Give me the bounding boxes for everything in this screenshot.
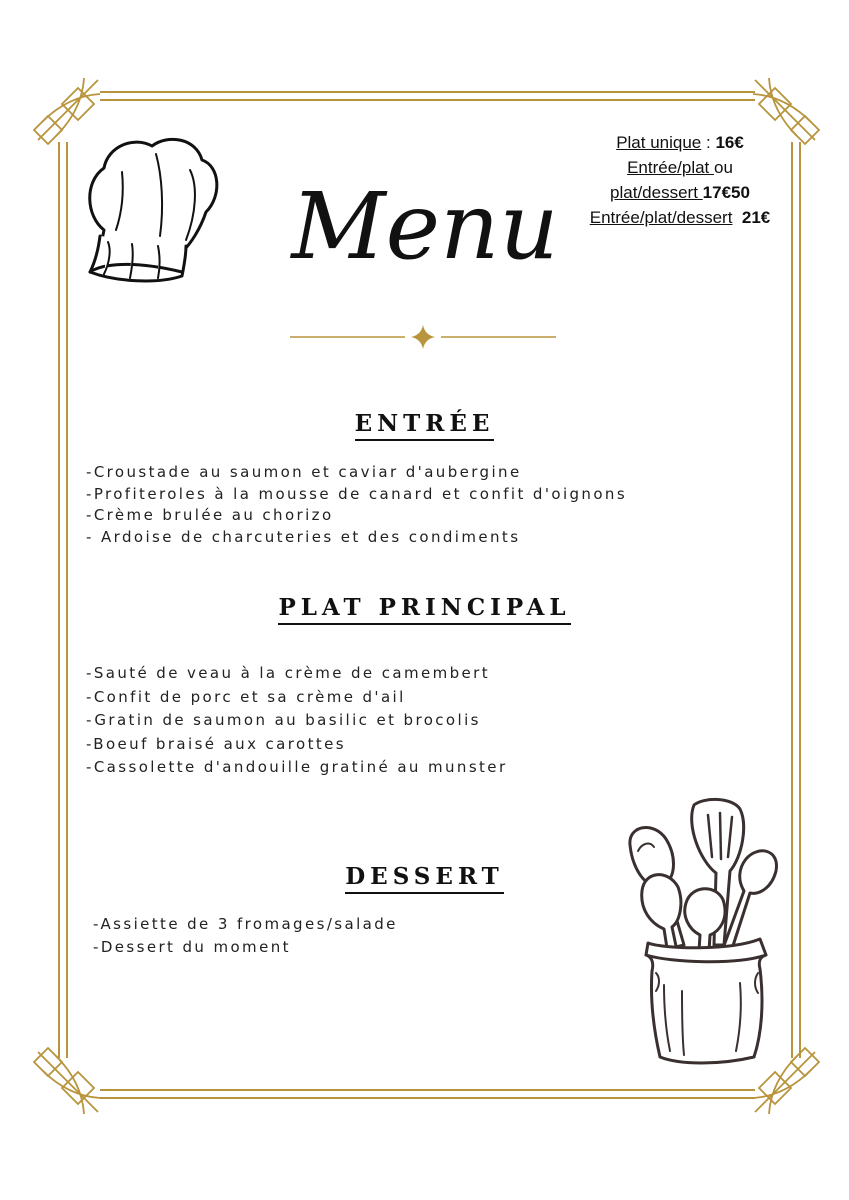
list-item: -Confit de porc et sa crème d'ail: [86, 687, 406, 706]
page-title-text: Menu: [291, 173, 559, 280]
list-item: -Crème brulée au chorizo: [86, 506, 334, 524]
section-title-plat: PLAT PRINCIPAL: [0, 594, 849, 621]
page-title: [270, 170, 580, 280]
price-line-plat-unique: Plat unique : 16€: [616, 133, 744, 152]
utensils-pot-icon: [620, 795, 785, 1065]
price-line-entree-plat: Entrée/plat ou: [627, 158, 733, 177]
list-item: -Gratin de saumon au basilic et brocolis: [86, 711, 481, 729]
list-item: -Sauté de veau à la crème de camembert: [86, 664, 491, 682]
list-item: -Cassolette d'andouille gratiné au munster: [86, 758, 508, 776]
price-line-plat-dessert: plat/dessert 17€50: [610, 183, 750, 202]
list-item: -Croustade au saumon et caviar d'aubergine: [86, 463, 522, 481]
section-title-entree: ENTRÉE: [0, 410, 849, 437]
plat-list: [86, 662, 508, 780]
list-item: -Profiteroles à la mousse de canard et confit d'oignons: [86, 484, 628, 503]
price-line-full-menu: Entrée/plat/dessert 21€: [589, 208, 771, 227]
chef-hat-icon: [82, 132, 222, 288]
title-divider: [290, 322, 556, 352]
dessert-list: [93, 913, 398, 959]
list-item: -Assiette de 3 fromages/salade: [93, 915, 398, 933]
pricing-block: [560, 130, 800, 230]
entree-list: [86, 462, 627, 548]
section-title-dessert: DESSERT: [0, 863, 849, 890]
list-item: -Boeuf braisé aux carottes: [86, 734, 346, 753]
list-item: - Ardoise de charcuteries et des condiments: [86, 527, 521, 546]
sparkle-icon: [411, 325, 435, 349]
list-item: -Dessert du moment: [93, 938, 291, 956]
